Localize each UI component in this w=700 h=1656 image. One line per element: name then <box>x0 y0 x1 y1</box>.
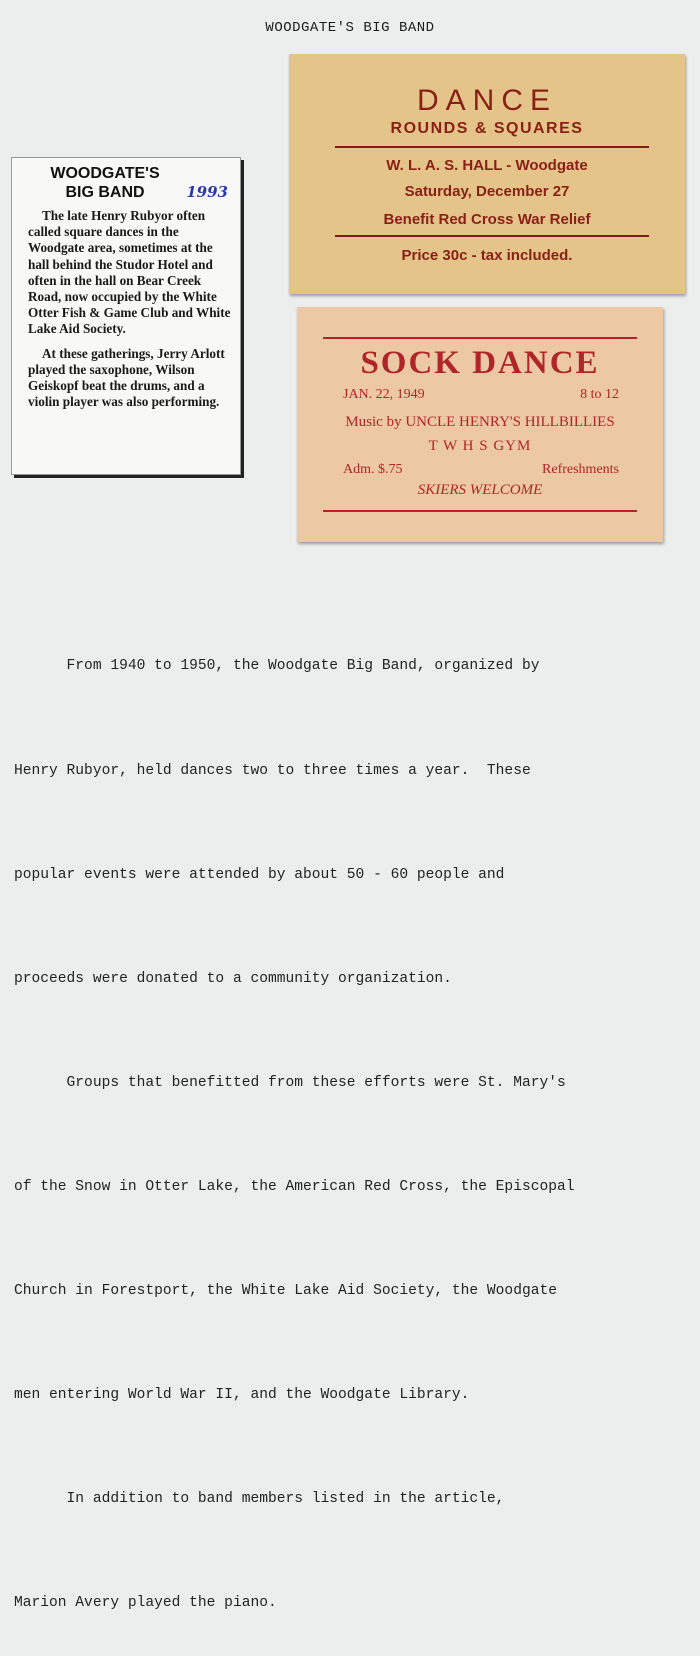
card2-rule-top <box>323 337 637 339</box>
handwritten-year: 1993 <box>186 183 228 201</box>
page-title: WOODGATE'S BIG BAND <box>265 20 435 36</box>
body-line: Henry Rubyor, held dances two to three times a year. These <box>14 762 531 779</box>
card2-title: SOCK DANCE <box>360 345 600 381</box>
card2-rule-bottom <box>323 510 637 512</box>
card2-time: 8 to 12 <box>580 387 619 402</box>
card1-date: Saturday, December 27 <box>404 183 570 200</box>
newspaper-clipping <box>11 157 241 475</box>
card1-rule-bottom <box>335 235 649 237</box>
card2-music: Music by UNCLE HENRY'S HILLBILLIES <box>345 414 615 430</box>
card1-hall: W. L. A. S. HALL - Woodgate <box>386 157 588 174</box>
clipping-paragraph-1: The late Henry Rubyor often called square dances in the Woodgate area, sometimes at the hall behind the Studor Hotel and often in the hall on Bear Creek Road, now occupied by the White Otter Fish & Game Club and White Lake Aid Society. <box>28 208 231 337</box>
sock-dance-ticket-card <box>297 307 663 542</box>
card2-venue: T W H S GYM <box>428 438 532 454</box>
card2-date: JAN. 22, 1949 <box>343 387 425 402</box>
clipping-headline-line-1: WOODGATE'S <box>50 165 160 182</box>
card1-benefit: Benefit Red Cross War Relief <box>383 211 591 228</box>
body-line: Church in Forestport, the White Lake Aid Society, the Woodgate <box>14 1282 557 1299</box>
card1-price: Price 30c - tax included. <box>401 247 573 264</box>
body-line: From 1940 to 1950, the Woodgate Big Band, organized by <box>14 658 540 675</box>
card1-title: DANCE <box>416 84 557 117</box>
body-line: proceeds were donated to a community organization. <box>14 970 452 987</box>
clipping-paragraph-2: At these gatherings, Jerry Arlott played the saxophone, Wilson Geiskopf beat the drums, and a violin player was also performing. <box>28 345 225 410</box>
body-line: Groups that benefitted from these efforts were St. Mary's <box>14 1074 566 1091</box>
body-line: of the Snow in Otter Lake, the American Red Cross, the Episcopal <box>14 1178 575 1195</box>
body-line: In addition to band members listed in the article, <box>14 1491 505 1508</box>
body-line: popular events were attended by about 50 - 60 people and <box>14 866 505 883</box>
body-line: Marion Avery played the piano. <box>14 1595 277 1612</box>
card2-admission: Adm. $.75 <box>343 462 403 477</box>
clipping-headline <box>28 164 232 202</box>
card1-rule-top <box>335 146 649 148</box>
dance-ticket-card <box>289 54 685 294</box>
body-text <box>14 580 694 1656</box>
clipping-body <box>28 208 232 410</box>
body-line: men entering World War II, and the Woodgate Library. <box>14 1387 470 1404</box>
card1-subtitle: ROUNDS & SQUARES <box>390 120 584 137</box>
card2-refreshments: Refreshments <box>542 462 619 477</box>
card2-welcome: SKIERS WELCOME <box>417 482 543 498</box>
clipping-headline-line-2: BIG BAND <box>65 184 145 201</box>
